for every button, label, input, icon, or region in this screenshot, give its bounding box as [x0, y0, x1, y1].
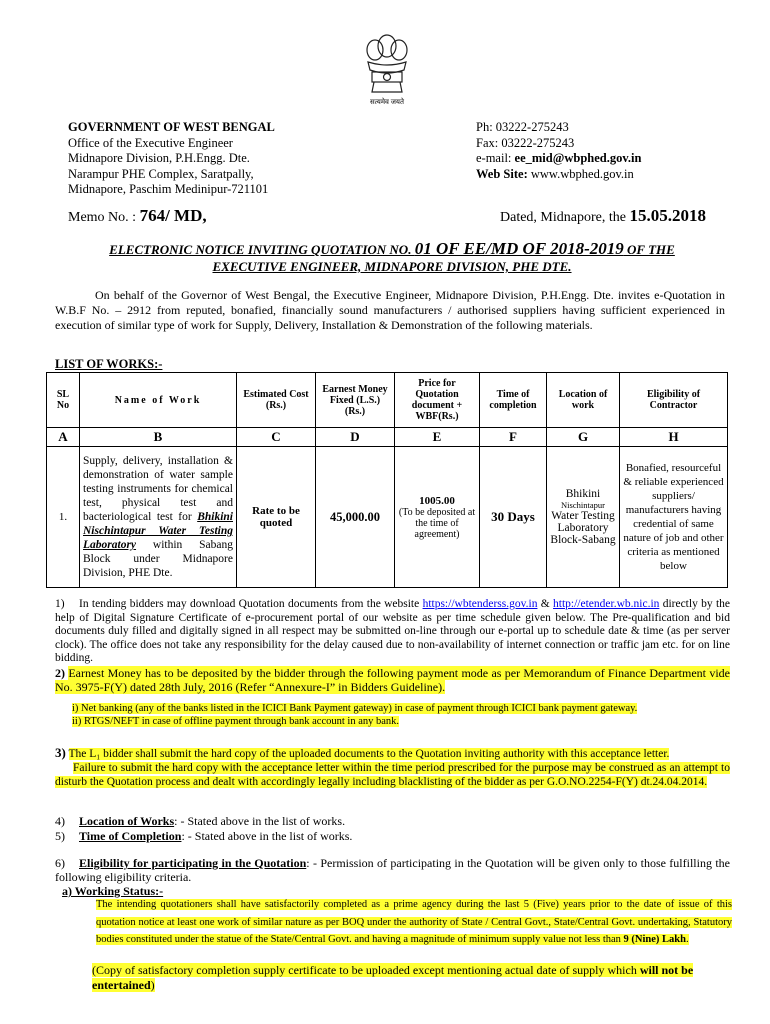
- working-status-end: .: [685, 934, 689, 945]
- col-letter: E: [395, 428, 480, 447]
- memo-date: [500, 206, 706, 226]
- clause-2-subitems: [72, 702, 727, 728]
- row-earnest-money: 45,000.00: [316, 447, 395, 588]
- table-letter-row: [47, 428, 728, 447]
- clause-2: [55, 666, 730, 694]
- header-price: Price for Quotation document + WBF(Rs.): [395, 373, 480, 428]
- phone: Ph: 03222-275243: [476, 120, 569, 134]
- copy-note: [92, 963, 732, 993]
- notice-title: [62, 240, 722, 275]
- memo-number: [68, 206, 207, 226]
- table-header-row: [47, 373, 728, 428]
- min-supply-value: 9 (Nine) Lakh: [623, 934, 686, 945]
- clause-1-text-a: In tending bidders may download Quotation documents from the website: [79, 598, 423, 610]
- working-status-body: The intending quotationers shall have satisfactorily completed as a prime agency during the last 5 (Five) years prior to the date of issue of this quotation notice at least one work of similar nature as per BOQ under the authority of State / Central Govt., State/Central Govt. undertaking, Statutory bodies constituted under the statue of the State/Central Govt. and having a magnitude of minimum supply value not less than: [96, 899, 732, 945]
- col-letter: G: [547, 428, 620, 447]
- works-table: [46, 372, 728, 588]
- clause-3-number: 3): [55, 745, 66, 760]
- clause-5: [55, 829, 352, 844]
- intro-paragraph: On behalf of the Governor of West Bengal, the Executive Engineer, Midnapore Division, P.H.Engg. Dte. invites e-Quotation in W.B.F No. – 2912 from reputed, bonafied, financially sound manufacturers / authorised suppliers having sufficient experienced in execution of similar type of work for Supply, Delivery, Installation & Demonstration of the following materials.: [55, 288, 725, 332]
- memo-label: Memo No. :: [68, 210, 140, 225]
- govt-name: GOVERNMENT OF WEST BENGAL: [68, 120, 275, 134]
- office-name: Office of the Executive Engineer: [68, 135, 233, 150]
- row-price: [395, 447, 480, 588]
- clause-4: [55, 814, 352, 829]
- col-letter: C: [237, 428, 316, 447]
- title-line2: EXECUTIVE ENGINEER, MIDNAPORE DIVISION, PHE DTE.: [212, 259, 572, 274]
- copy-note-bold: will not be entertained: [92, 963, 694, 992]
- clause-5-label: Time of Completion: [79, 828, 182, 843]
- clause-2-text: Earnest Money has to be deposited by the bidder through the following payment mode as per Memorandum of Finance Department vide No. 3975-F(Y) dated 28th July, 2016 (Refer “Annexure-I” in Bidders Guideline).: [55, 666, 730, 694]
- title-part2: 01 OF EE/MD OF 2018-2019: [414, 239, 624, 258]
- state-emblem-icon: [358, 30, 416, 100]
- payment-mode-rtgs: ii) RTGS/NEFT in case of offline payment through bank account in any bank.: [72, 716, 400, 727]
- address-line: Narampur PHE Complex, Saratpally,: [68, 166, 254, 181]
- location-line1: Bhikini: [565, 488, 601, 500]
- email-line: [476, 151, 641, 167]
- clause-6-label: Eligibility for participating in the Quotation: [79, 856, 307, 870]
- clause-4-label: Location of Works: [79, 814, 175, 828]
- website-line: [476, 167, 641, 183]
- contact-block: [476, 120, 641, 182]
- payment-mode-netbanking: i) Net banking (any of the banks listed in the ICICI Bank Payment gateway) in case of payment through ICICI bank payment gateway.: [72, 703, 638, 714]
- col-letter: B: [80, 428, 237, 447]
- row-name-of-work: [80, 447, 237, 588]
- row-estimated-cost: Rate to be quoted: [237, 447, 316, 588]
- division-name: Midnapore Division, P.H.Engg. Dte.: [68, 151, 250, 165]
- header-estimated-cost: Estimated Cost (Rs.): [237, 373, 316, 428]
- clause-5-number: 5): [55, 828, 65, 843]
- clause-3-text: The L₁ bidder shall submit the hard copy of the uploaded documents to the Quotation inviting authority with this acceptance letter.: [68, 748, 670, 760]
- clause-4-number: 4): [55, 814, 65, 828]
- wbtenders-link[interactable]: https://wbtenderss.gov.in: [422, 598, 538, 610]
- title-part1: ELECTRONIC NOTICE INVITING QUOTATION NO.: [109, 242, 415, 257]
- email-label: e-mail:: [476, 151, 515, 165]
- work-desc-post: within Sabang Block under Midnapore Division, PHE Dte.: [83, 539, 233, 579]
- memo-value: 764/ MD,: [139, 206, 207, 225]
- header-eligibility: Eligibility of Contractor: [620, 373, 728, 428]
- header-name-of-work: Name of Work: [80, 373, 237, 428]
- address-city: Midnapore, Paschim Medinipur-721101: [68, 182, 269, 196]
- price-note: (To be deposited at the time of agreement): [398, 506, 476, 540]
- location-line3: Water Testing Laboratory Block-Sabang: [550, 510, 616, 546]
- clause-1-amp: &: [537, 598, 554, 610]
- clause-4-text: : - Stated above in the list of works.: [174, 814, 346, 828]
- clause-6: [55, 856, 730, 884]
- copy-note-end: ): [150, 978, 155, 992]
- clause-1-text-b: directly by the help of Digital Signature Certificate of e-procurement portal of our website as per time schedule given below. The Pre-qualification and bid documents duly filled and digitally signed in all respect may be submitted on-line through our e-portal up to schedule date & time (as per server clock). The office does not take any responsibility for the delay caused due to non-availability of internet connection or traffic jam etc. for on line bidding.: [55, 598, 730, 664]
- work-lab-name: Bhikini Nischintapur Water Testing Laboratory: [83, 511, 233, 551]
- clause-5-text: : - Stated above in the list of works.: [181, 828, 353, 843]
- row-sl: 1.: [47, 447, 80, 588]
- date-label: Dated, Midnapore, the: [500, 210, 630, 225]
- col-letter: D: [316, 428, 395, 447]
- clause-3: [55, 746, 730, 789]
- working-status-text: [96, 896, 732, 949]
- fax: Fax: 03222-275243: [476, 135, 575, 150]
- emblem-caption: सत्यमेव जयते: [370, 98, 404, 106]
- row-eligibility: Bonafied, resourceful & reliable experienced suppliers/ manufacturers having credential of same nature of job and other criteria as mentioned below: [620, 447, 728, 588]
- office-address-block: [68, 120, 275, 198]
- location-line2: Nischintapur: [561, 500, 605, 510]
- list-of-works-heading: LIST OF WORKS:-: [55, 357, 163, 371]
- etender-link[interactable]: http://etender.wb.nic.in: [553, 598, 660, 610]
- website-label: Web Site:: [476, 166, 531, 181]
- clause-1-number: 1): [55, 598, 65, 610]
- website: www.wbphed.gov.in: [530, 166, 634, 181]
- clause-1: [55, 598, 730, 666]
- header-sl: SL No: [47, 373, 80, 428]
- title-part3: OF THE: [623, 242, 675, 257]
- col-letter: F: [480, 428, 547, 447]
- price-value: 1005.00: [419, 494, 455, 507]
- header-time: Time of completion: [480, 373, 547, 428]
- date-value: 15.05.2018: [629, 206, 706, 225]
- work-desc-pre: Supply, delivery, installation & demonstration of water sample testing instruments for chemical test, physical test and bacteriological test for: [83, 455, 233, 523]
- header-location: Location of work: [547, 373, 620, 428]
- col-letter: H: [620, 428, 728, 447]
- row-location: [547, 447, 620, 588]
- header-earnest-money: Earnest Money Fixed (L.S.) (Rs.): [316, 373, 395, 428]
- clause-6-number: 6): [55, 856, 65, 870]
- clause-3-warning: Failure to submit the hard copy with the acceptance letter within the time period prescribed for the purpose may be construed as an attempt to disturb the Quotation process and dealt with accordingly legally including blacklisting of the bidder as per G.O.NO.2254-F(Y) dt.24.04.2014.: [55, 762, 730, 788]
- row-time: 30 Days: [480, 447, 547, 588]
- working-status-heading: a) Working Status:-: [62, 884, 164, 898]
- email: ee_mid@wbphed.gov.in: [514, 151, 642, 165]
- table-row: [47, 447, 728, 588]
- clause-6-text: : - Permission of participating in the Quotation will be given only to those fulfilling the following eligibility criteria.: [55, 856, 730, 884]
- copy-note-text: (Copy of satisfactory completion supply certificate to be uploaded except mentioning actual date of supply which: [92, 963, 640, 977]
- clause-2-number: 2): [55, 666, 65, 680]
- clause-4-5: [55, 814, 352, 843]
- col-letter: A: [47, 428, 80, 447]
